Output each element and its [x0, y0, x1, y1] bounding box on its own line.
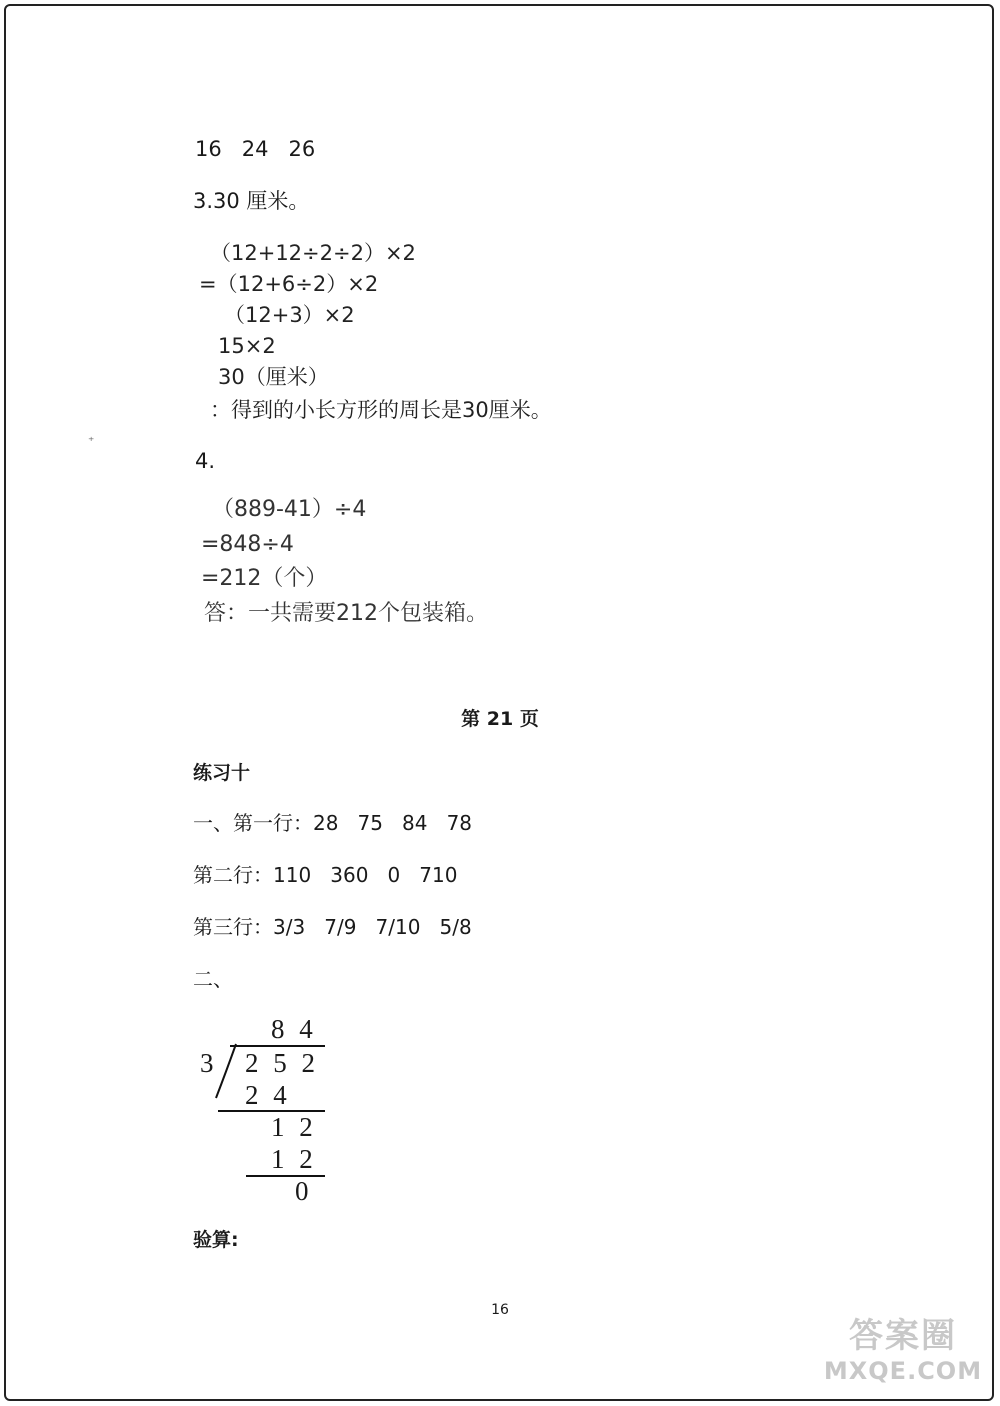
division-remainder: 0 [295, 1176, 313, 1206]
q2-numbers: 16 24 26 [195, 137, 316, 161]
division-divisor: 3 [200, 1048, 218, 1078]
stray-mark: ⁺ [88, 434, 95, 448]
page-heading: 第 21 页 [461, 708, 539, 730]
exercise-1-row-3: 第三行：3/3 7/9 7/10 5/8 [193, 915, 472, 939]
q4-step-2: =848÷4 [201, 532, 294, 557]
q3-step-5: 30（厘米） [218, 365, 329, 389]
division-top-rule [230, 1045, 325, 1047]
q4-label: 4. [195, 449, 216, 473]
q3-step-3: （12+3）×2 [224, 303, 355, 327]
division-dividend: 2 5 2 [245, 1048, 319, 1078]
division-rule-2 [246, 1175, 325, 1177]
watermark-line-2: MXQE.COM [823, 1357, 983, 1385]
q4-answer: 答：一共需要212个包装箱。 [204, 601, 488, 626]
watermark-logo [818, 1316, 988, 1396]
q4-step-3: =212（个） [201, 566, 328, 591]
q3-label: 3.30 厘米。 [193, 189, 310, 213]
q3-step-4: 15×2 [218, 334, 276, 358]
watermark-line-1: 答案圈 [849, 1316, 957, 1356]
division-step-2: 1 2 [271, 1144, 317, 1174]
q3-answer: ：得到的小长方形的周长是30厘米。 [210, 398, 552, 422]
q3-step-2: =（12+6÷2）×2 [199, 272, 379, 296]
division-step-1: 2 4 [245, 1080, 291, 1110]
page-frame [4, 4, 994, 1401]
division-remainder-1: 1 2 [271, 1112, 317, 1142]
exercise-2-label: 二、 [193, 967, 233, 991]
division-bracket [214, 1042, 242, 1102]
q4-step-1: （889-41）÷4 [212, 497, 367, 522]
exercise-1-row-1: 一、第一行：28 75 84 78 [193, 811, 473, 835]
section-title: 练习十 [193, 762, 251, 784]
exercise-1-row-2: 第二行：110 360 0 710 [193, 863, 458, 887]
check-label: 验算: [193, 1229, 239, 1251]
q3-step-1: （12+12÷2÷2）×2 [210, 241, 416, 265]
division-quotient: 8 4 [271, 1014, 317, 1044]
page-number: 16 [491, 1302, 509, 1318]
